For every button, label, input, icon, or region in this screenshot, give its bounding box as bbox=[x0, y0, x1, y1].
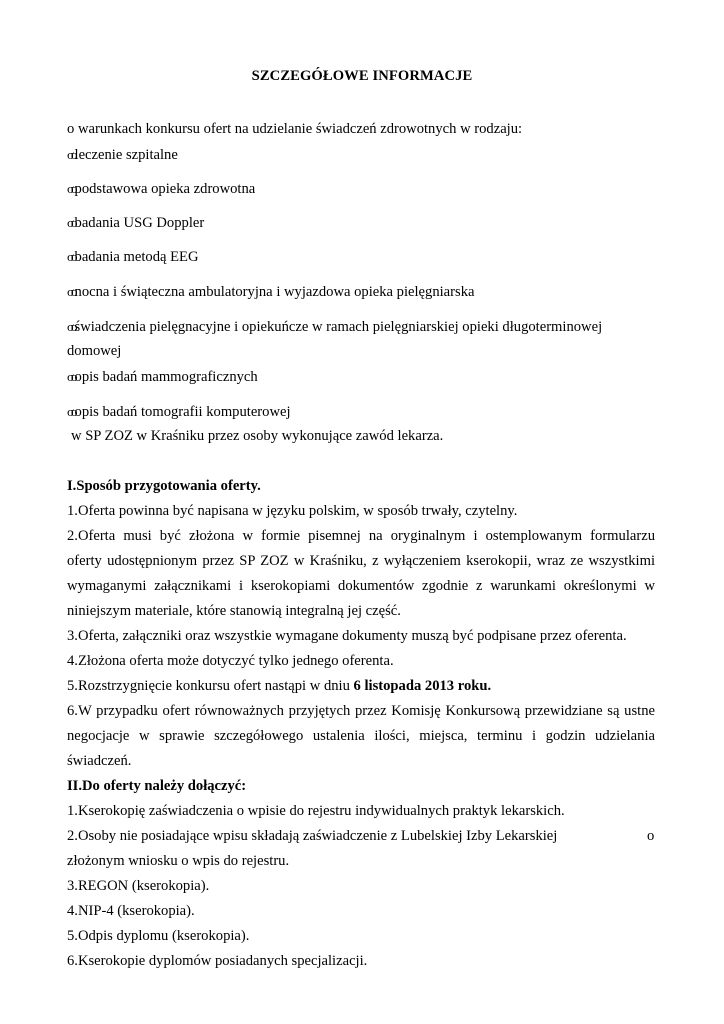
bullet-item: σοnocna i świąteczna ambulatoryjna i wyjazdowa opieka pielęgniarska bbox=[67, 284, 475, 300]
bullet-icon: σο bbox=[67, 284, 75, 299]
list-item: 6.Kserokopie dyplomów posiadanych specjalizacji. bbox=[67, 953, 368, 969]
bullet-icon: σο bbox=[67, 249, 75, 264]
list-item: 5.Odpis dyplomu (kserokopia). bbox=[67, 928, 250, 944]
list-item-tail: o bbox=[647, 828, 655, 844]
paragraph-line: wymaganymi załącznikami i kserokopiami dokumentów zgodnie z warunkami określonymi w bbox=[67, 578, 655, 594]
bullet-item: σοopis badań mammograficznych bbox=[67, 369, 258, 385]
bullet-continuation: domowej bbox=[67, 343, 122, 359]
intro-text: o warunkach konkursu ofert na udzielanie świadczeń zdrowotnych w rodzaju: bbox=[67, 121, 523, 137]
bullet-item: σοbadania USG Doppler bbox=[67, 215, 205, 231]
paragraph-line: niniejszym materiale, które stanowią integralną jej część. bbox=[67, 603, 401, 619]
date-highlight: 6 listopada 2013 roku. bbox=[353, 678, 492, 694]
bullet-icon: σο bbox=[67, 404, 75, 419]
paragraph-line: 6.W przypadku ofert równoważnych przyjętych przez Komisję Konkursową przewidziane są ustne bbox=[67, 703, 655, 719]
paragraph-line: 3.Oferta, załączniki oraz wszystkie wymagane dokumenty muszą być podpisane przez oferenta. bbox=[67, 628, 627, 644]
bullet-item: σοświadczenia pielęgnacyjne i opiekuńcze w ramach pielęgniarskiej opieki długoterminowej bbox=[67, 319, 603, 335]
paragraph-line: oferty udostępnionym przez SP ZOZ w Kraśniku, z wyłączeniem kserokopii, wraz ze wszystkimi bbox=[67, 553, 655, 569]
section-heading: II.Do oferty należy dołączyć: bbox=[67, 778, 247, 794]
paragraph-line: 2.Oferta musi być złożona w formie pisemnej na oryginalnym i ostemplowanym formularzu bbox=[67, 528, 655, 544]
list-item: 4.NIP-4 (kserokopia). bbox=[67, 903, 195, 919]
bullet-icon: σο bbox=[67, 215, 75, 230]
bullet-item: σοleczenie szpitalne bbox=[67, 147, 178, 163]
bullet-item: σοpodstawowa opieka zdrowotna bbox=[67, 181, 256, 197]
list-item: 1.Kserokopię zaświadczenia o wpisie do rejestru indywidualnych praktyk lekarskich. bbox=[67, 803, 565, 819]
list-item: 3.REGON (kserokopia). bbox=[67, 878, 210, 894]
paragraph-line: 4.Złożona oferta może dotyczyć tylko jednego oferenta. bbox=[67, 653, 394, 669]
section-heading: I.Sposób przygotowania oferty. bbox=[67, 478, 261, 494]
list-item: 2.Osoby nie posiadające wpisu składają zaświadczenie z Lubelskiej Izby Lekarskiej bbox=[67, 828, 558, 844]
bullet-icon: σο bbox=[67, 319, 75, 334]
list-item: złożonym wniosku o wpis do rejestru. bbox=[67, 853, 290, 869]
paragraph-line: 5.Rozstrzygnięcie konkursu ofert nastąpi w dniu 6 listopada 2013 roku. bbox=[67, 678, 492, 694]
page-title: SZCZEGÓŁOWE INFORMACJE bbox=[251, 68, 473, 84]
paragraph-line: 1.Oferta powinna być napisana w języku polskim, w sposób trwały, czytelny. bbox=[67, 503, 518, 519]
bullet-item: σοbadania metodą EEG bbox=[67, 249, 199, 265]
paragraph-line: świadczeń. bbox=[67, 753, 132, 769]
intro-end-text: w SP ZOZ w Kraśniku przez osoby wykonujące zawód lekarza. bbox=[71, 428, 444, 444]
paragraph-line: negocjacje w sprawie szczegółowego ustalenia ilości, miejsca, terminu i godzin udzielania bbox=[67, 728, 655, 744]
bullet-icon: σο bbox=[67, 369, 75, 384]
bullet-item: σοopis badań tomografii komputerowej bbox=[67, 404, 291, 420]
bullet-icon: σο bbox=[67, 181, 75, 196]
bullet-icon: σο bbox=[67, 147, 75, 162]
